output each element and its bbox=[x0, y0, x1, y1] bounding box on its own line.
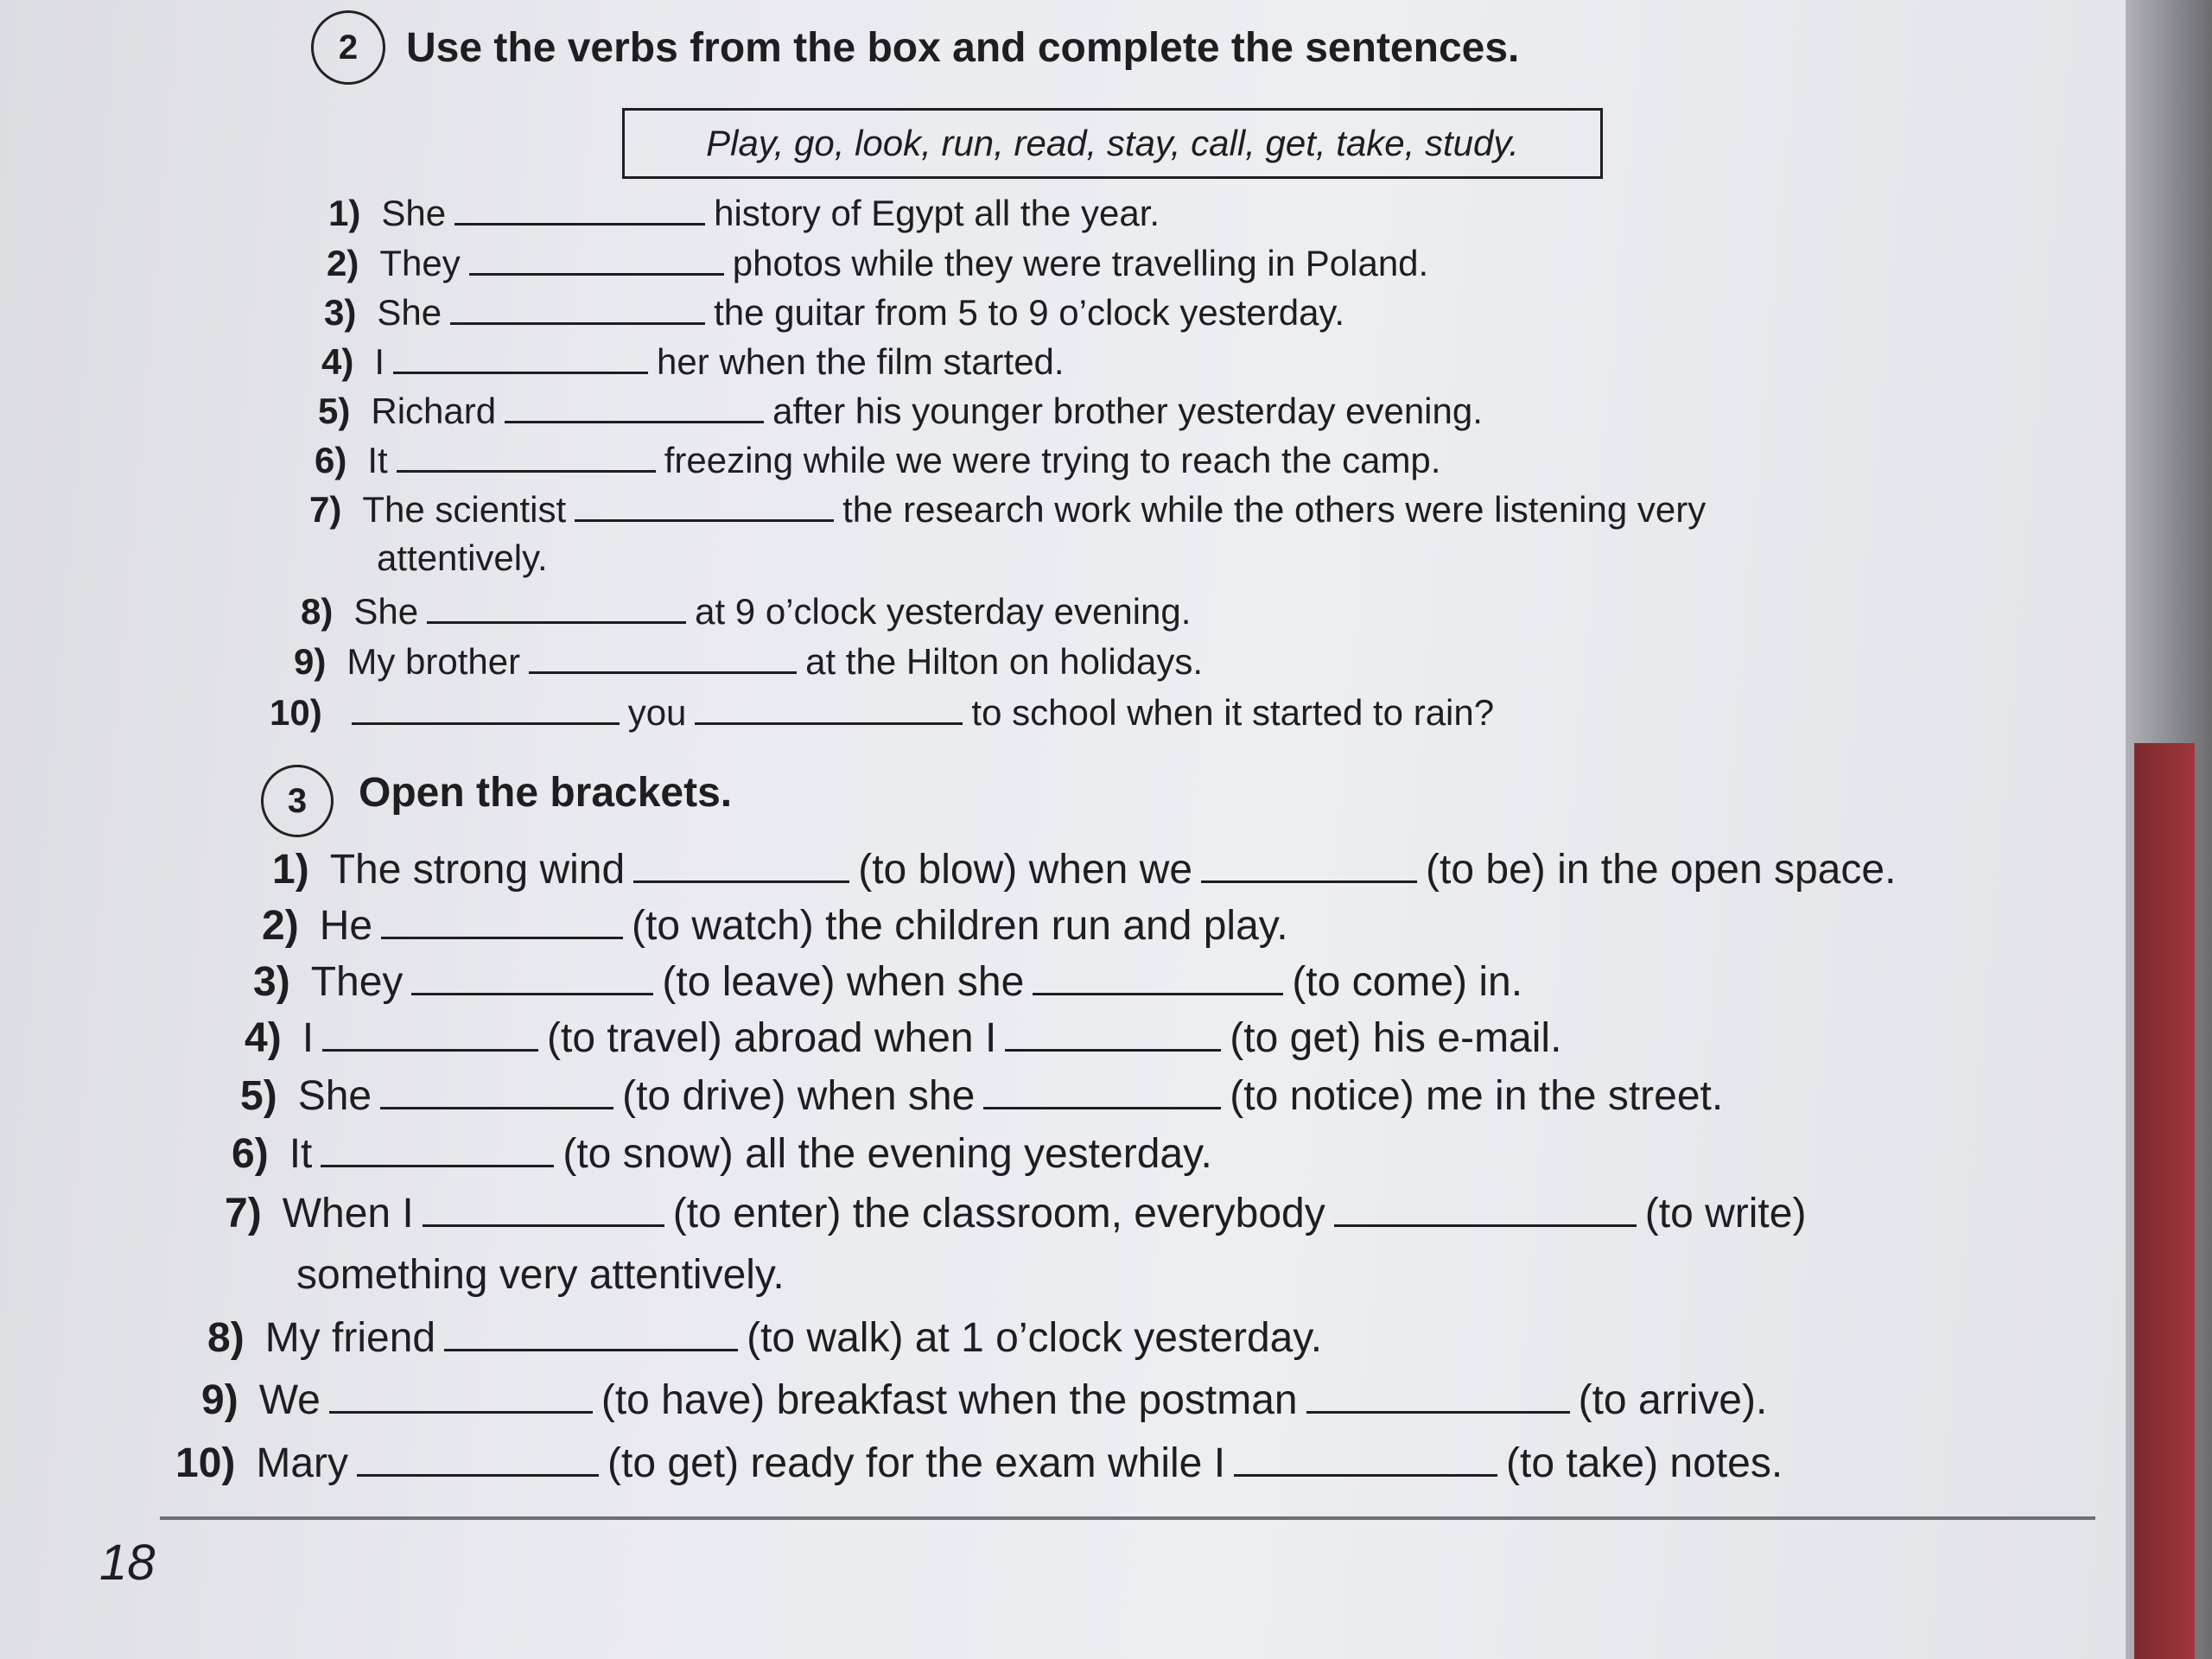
item-number: 1) bbox=[328, 192, 361, 233]
item-text: (to have) breakfast when the postman bbox=[601, 1376, 1298, 1423]
ex2-item-4 bbox=[321, 340, 1065, 383]
answer-blank[interactable] bbox=[1334, 1189, 1637, 1227]
answer-blank[interactable] bbox=[695, 691, 963, 725]
item-number: 6) bbox=[232, 1130, 269, 1177]
answer-blank[interactable] bbox=[1306, 1376, 1570, 1414]
footer-rule bbox=[160, 1516, 2095, 1520]
item-subject: She bbox=[297, 1072, 372, 1119]
item-subject: Richard bbox=[371, 390, 497, 431]
answer-blank[interactable] bbox=[397, 439, 656, 473]
answer-blank[interactable] bbox=[322, 1014, 538, 1052]
ex3-item-6 bbox=[232, 1129, 1212, 1178]
item-text: freezing while we were trying to reach the camp. bbox=[664, 439, 1441, 480]
item-number: 1) bbox=[272, 846, 309, 893]
answer-blank[interactable] bbox=[357, 1439, 599, 1477]
item-subject: The strong wind bbox=[329, 846, 626, 893]
item-subject: My brother bbox=[346, 640, 521, 682]
exercise-2-title: Use the verbs from the box and complete the sentences. bbox=[406, 25, 1520, 71]
answer-blank[interactable] bbox=[1033, 957, 1283, 995]
exercise-3-title: Open the brackets. bbox=[359, 770, 733, 816]
item-text: (to take) notes. bbox=[1506, 1440, 1783, 1486]
item-text: her when the film started. bbox=[657, 340, 1065, 382]
answer-blank[interactable] bbox=[380, 1071, 613, 1109]
item-subject: They bbox=[310, 958, 404, 1005]
answer-blank[interactable] bbox=[1234, 1439, 1497, 1477]
item-text: (to write) bbox=[1644, 1190, 1807, 1236]
item-number: 5) bbox=[318, 390, 351, 431]
answer-blank[interactable] bbox=[505, 390, 764, 423]
item-text: you bbox=[627, 691, 687, 733]
item-subject: She bbox=[381, 192, 447, 233]
item-text: (to drive) when she bbox=[622, 1072, 976, 1119]
item-text-continued: something very attentively. bbox=[296, 1252, 785, 1298]
item-subject: Mary bbox=[256, 1440, 349, 1486]
answer-blank[interactable] bbox=[423, 1189, 664, 1227]
item-number: 10) bbox=[270, 691, 322, 733]
ex2-item-6 bbox=[315, 439, 1440, 481]
item-number: 2) bbox=[262, 902, 299, 949]
ex2-item-1 bbox=[328, 192, 1160, 234]
ex3-item-9 bbox=[201, 1376, 1767, 1424]
item-subject: She bbox=[377, 291, 442, 333]
item-subject: I bbox=[374, 340, 385, 382]
item-number: 2) bbox=[327, 242, 359, 283]
ex2-item-3 bbox=[324, 291, 1344, 334]
ex3-item-3 bbox=[253, 957, 1522, 1006]
item-number: 8) bbox=[207, 1314, 245, 1361]
item-text: (to blow) when we bbox=[858, 846, 1193, 893]
item-text: (to be) in the open space. bbox=[1426, 846, 1897, 893]
answer-blank[interactable] bbox=[427, 590, 686, 624]
answer-blank[interactable] bbox=[1201, 845, 1417, 883]
item-subject: My friend bbox=[264, 1314, 436, 1361]
item-number: 5) bbox=[240, 1072, 277, 1119]
item-subject: It bbox=[289, 1130, 313, 1177]
item-text: (to walk) at 1 o’clock yesterday. bbox=[747, 1314, 1323, 1361]
item-text: (to watch) the children run and play. bbox=[632, 902, 1288, 949]
item-number: 4) bbox=[245, 1014, 282, 1061]
answer-blank[interactable] bbox=[444, 1313, 738, 1351]
item-text: (to enter) the classroom, everybody bbox=[672, 1190, 1325, 1236]
item-text: (to arrive). bbox=[1578, 1376, 1768, 1423]
ex3-item-7 bbox=[225, 1189, 1806, 1237]
exercise-2-number: 2 bbox=[311, 10, 385, 85]
ex2-item-9 bbox=[294, 640, 1203, 683]
ex2-item-5 bbox=[318, 390, 1483, 432]
item-number: 9) bbox=[201, 1376, 238, 1423]
answer-blank[interactable] bbox=[329, 1376, 593, 1414]
item-number: 9) bbox=[294, 640, 327, 682]
item-text: photos while they were travelling in Poland. bbox=[732, 242, 1429, 283]
answer-blank[interactable] bbox=[1005, 1014, 1221, 1052]
answer-blank[interactable] bbox=[450, 291, 705, 325]
item-text: at 9 o’clock yesterday evening. bbox=[695, 590, 1192, 632]
item-text-continued: attentively. bbox=[377, 537, 548, 578]
item-text: the guitar from 5 to 9 o’clock yesterday. bbox=[714, 291, 1344, 333]
item-number: 4) bbox=[321, 340, 354, 382]
item-text: (to snow) all the evening yesterday. bbox=[563, 1130, 1212, 1177]
item-text: (to leave) when she bbox=[662, 958, 1025, 1005]
answer-blank[interactable] bbox=[393, 340, 648, 374]
answer-blank[interactable] bbox=[352, 691, 620, 725]
item-text: (to travel) abroad when I bbox=[547, 1014, 997, 1061]
item-text: history of Egypt all the year. bbox=[714, 192, 1160, 233]
answer-blank[interactable] bbox=[633, 845, 849, 883]
item-subject: She bbox=[353, 590, 419, 632]
ex2-item-10 bbox=[270, 691, 1494, 734]
item-number: 8) bbox=[301, 590, 334, 632]
item-subject: It bbox=[367, 439, 388, 480]
item-number: 3) bbox=[324, 291, 357, 333]
verb-box bbox=[622, 108, 1603, 179]
ex3-item-5 bbox=[240, 1071, 1723, 1120]
answer-blank[interactable] bbox=[575, 488, 834, 522]
ex3-item-8 bbox=[207, 1313, 1322, 1362]
item-subject: He bbox=[319, 902, 373, 949]
ex2-item-8 bbox=[301, 590, 1191, 632]
item-text: to school when it started to rain? bbox=[971, 691, 1495, 733]
page-number: 18 bbox=[99, 1535, 156, 1591]
answer-blank[interactable] bbox=[454, 192, 705, 226]
item-subject: They bbox=[379, 242, 461, 283]
item-number: 6) bbox=[315, 439, 347, 480]
ex3-item-1 bbox=[272, 845, 1896, 893]
item-subject: The scientist bbox=[362, 488, 567, 530]
ex3-item-4 bbox=[245, 1014, 1561, 1062]
ex3-item-7-continued bbox=[296, 1251, 785, 1299]
item-number: 7) bbox=[225, 1190, 262, 1236]
exercise-3-number: 3 bbox=[261, 765, 334, 837]
item-number: 7) bbox=[309, 488, 342, 530]
verb-box-text: Play, go, look, run, read, stay, call, get, take, study. bbox=[706, 123, 1519, 163]
answer-blank[interactable] bbox=[469, 242, 724, 276]
answer-blank[interactable] bbox=[321, 1129, 554, 1167]
book-cover-edge bbox=[2134, 743, 2195, 1659]
ex2-item-7 bbox=[309, 488, 1706, 531]
item-text: the research work while the others were listening very bbox=[842, 488, 1707, 530]
item-number: 3) bbox=[253, 958, 290, 1005]
item-text: (to get) ready for the exam while I bbox=[607, 1440, 1226, 1486]
answer-blank[interactable] bbox=[411, 957, 653, 995]
answer-blank[interactable] bbox=[529, 640, 797, 674]
ex3-item-2 bbox=[262, 901, 1288, 950]
answer-blank[interactable] bbox=[381, 901, 623, 939]
item-text: (to notice) me in the street. bbox=[1230, 1072, 1724, 1119]
ex2-item-7-continued bbox=[377, 537, 548, 579]
ex3-item-10 bbox=[175, 1439, 1783, 1487]
item-text: (to get) his e-mail. bbox=[1230, 1014, 1562, 1061]
item-text: at the Hilton on holidays. bbox=[805, 640, 1204, 682]
item-subject: We bbox=[258, 1376, 321, 1423]
item-text: (to come) in. bbox=[1292, 958, 1523, 1005]
ex2-item-2 bbox=[327, 242, 1428, 284]
item-subject: When I bbox=[282, 1190, 414, 1236]
item-subject: I bbox=[302, 1014, 315, 1061]
item-text: after his younger brother yesterday evening. bbox=[772, 390, 1483, 431]
answer-blank[interactable] bbox=[983, 1071, 1221, 1109]
item-number: 10) bbox=[175, 1440, 236, 1486]
